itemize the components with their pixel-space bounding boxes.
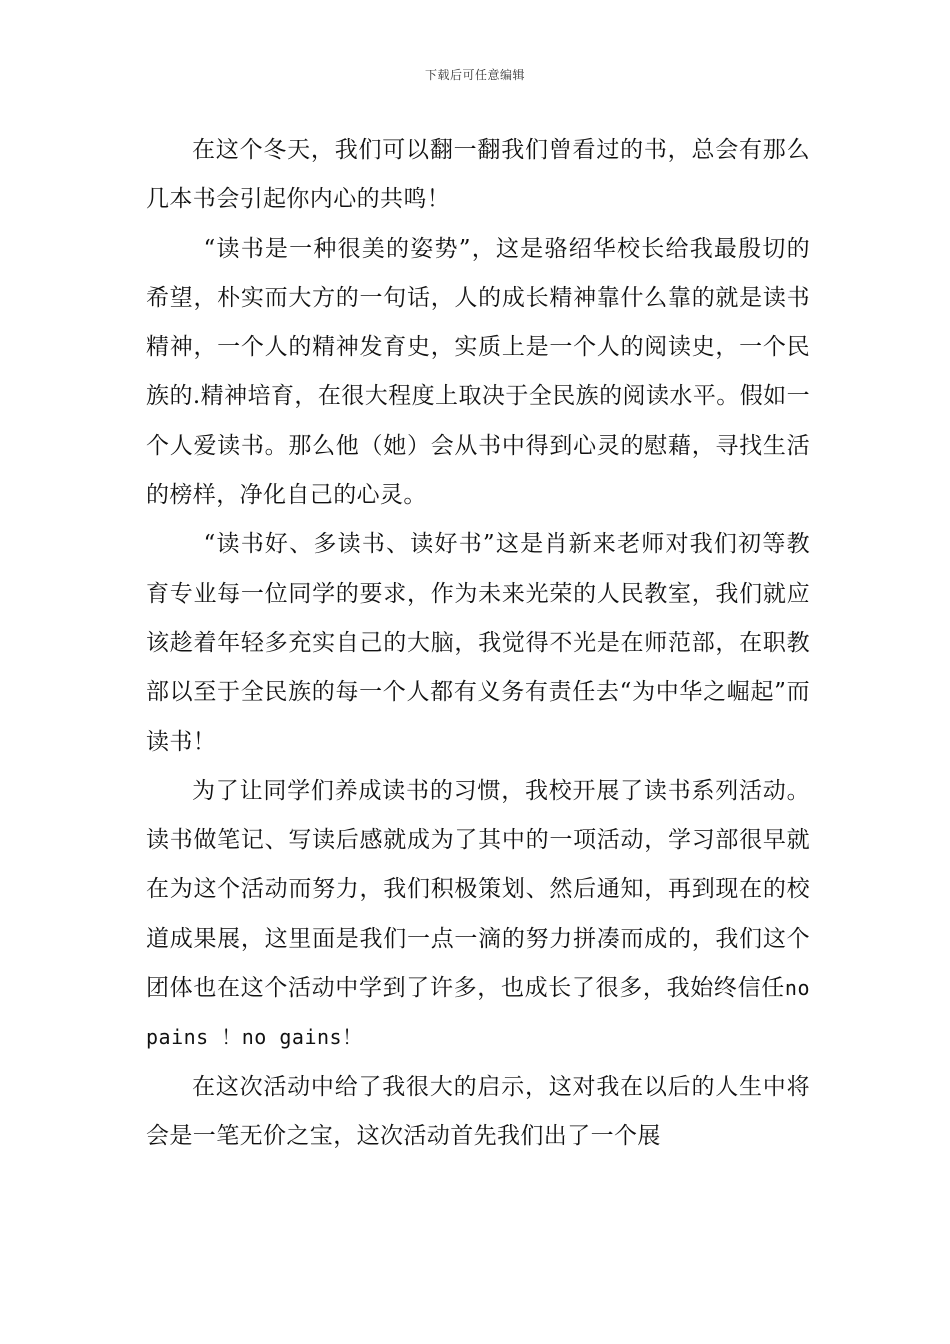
paragraph-4-text: 为了让同学们养成读书的习惯，我校开展了读书系列活动。读书做笔记、写读后感就成为了其中的一项活动，学习部很早就在为这个活动而努力，我们积极策划、然后通知，再到现在的校道成果展，这里面是我们一点一滴的努力拼凑而成的，我们这个团体也在这个活动中学到了许多，也成长了很多，我始终信任 — [146, 777, 810, 1002]
paragraph-3: “读书好、多读书、读好书”这是肖新来老师对我们初等教育专业每一位同学的要求，作为未来光荣的人民教室，我们就应该趁着年轻多充实自己的大脑，我觉得不光是在师范部，在职教部以至于全民族的每一个人都有义务有责任去“为中华之崛起”而读书！ — [146, 531, 810, 755]
page-header: 下载后可任意编辑 — [424, 68, 525, 82]
document-body — [146, 126, 810, 1161]
paragraph-2: “读书是一种很美的姿势”，这是骆绍华校长给我最殷切的希望，朴实而大方的一句话，人的成长精神靠什么靠的就是读书精神，一个人的精神发育史，实质上是一个人的阅读史，一个民族的.精神培育，在很大程度上取决于全民族的阅读水平。假如一个人爱读书。那么他（她）会从书中得到心灵的慰藉，寻找生活的榜样，净化自己的心灵。 — [146, 235, 810, 509]
paragraph-5: 在这次活动中给了我很大的启示，这对我在以后的人生中将会是一笔无价之宝，这次活动首先我们出了一个展 — [146, 1073, 810, 1149]
paragraph-4 — [146, 767, 810, 1063]
paragraph-1: 在这个冬天，我们可以翻一翻我们曾看过的书，总会有那么几本书会引起你内心的共鸣！ — [146, 137, 810, 213]
latin-phrase: no pains ！no gains！ — [146, 976, 810, 1050]
